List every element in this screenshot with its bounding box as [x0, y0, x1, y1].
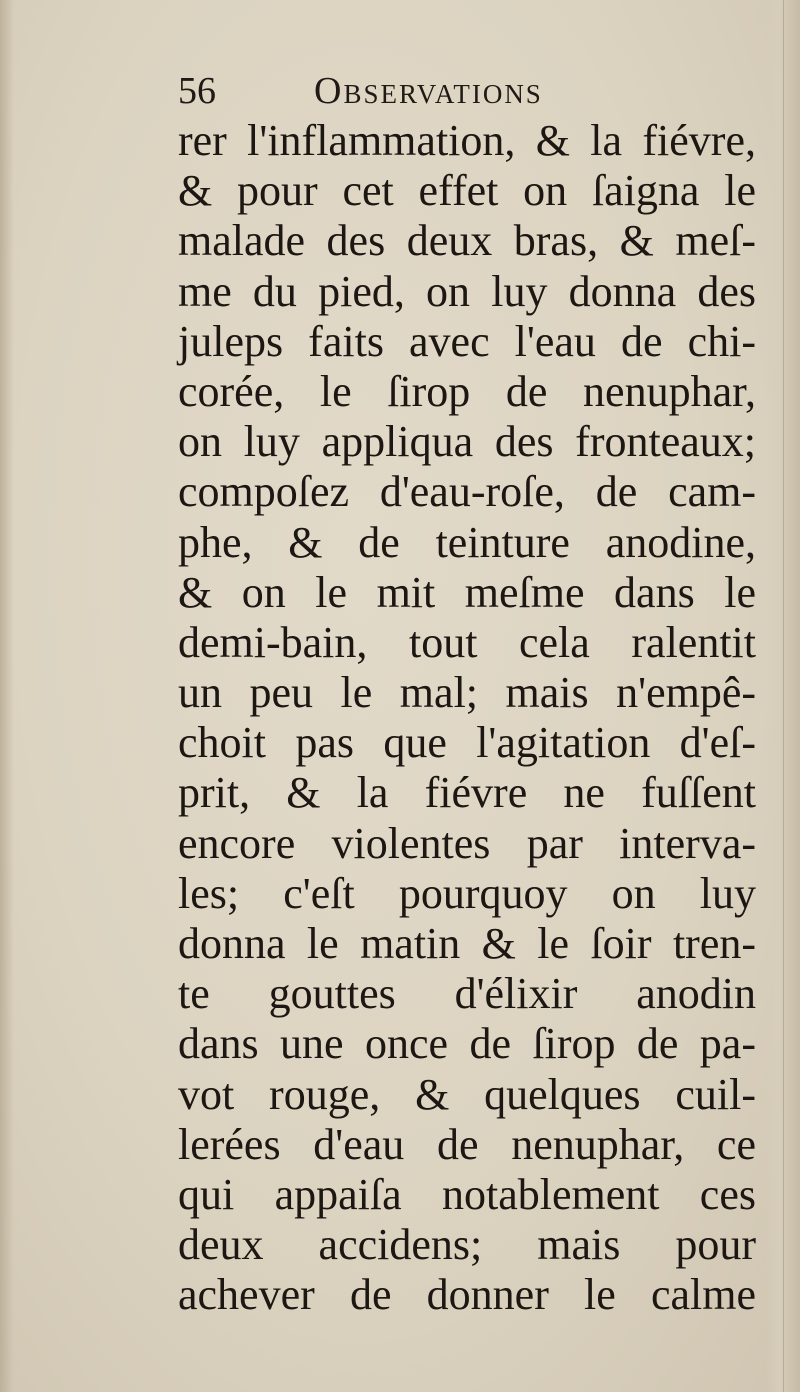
- text-line: donna le matin & le ſoir tren-: [178, 919, 756, 968]
- text-line: lerées d'eau de nenuphar, ce: [178, 1119, 756, 1169]
- text-line: me du pied, on luy donna des: [178, 266, 756, 316]
- text-line: juleps faits avec l'eau de chi-: [178, 316, 756, 366]
- text-line: vot rouge, & quelques cuil-: [178, 1069, 756, 1119]
- text-line: rer l'inflammation, & la fiévre,: [178, 116, 756, 165]
- text-line: deux accidens; mais pour: [178, 1220, 756, 1270]
- text-line: dans une once de ſirop de pa-: [178, 1019, 756, 1069]
- page-number: 56: [178, 70, 216, 112]
- text-line: demi-bain, tout cela ralentit: [178, 617, 756, 667]
- body-text: [178, 116, 758, 1321]
- page-header: [176, 60, 636, 124]
- text-line: & pour cet effet on ſaigna le: [178, 166, 756, 216]
- text-line: corée, le ſirop de nenuphar,: [178, 366, 756, 416]
- page-left-shadow: [0, 0, 14, 1392]
- text-line: te gouttes d'élixir anodin: [178, 969, 756, 1019]
- text-line: compoſez d'eau-roſe, de cam-: [178, 467, 756, 517]
- text-line: prit, & la fiévre ne fuſſent: [178, 768, 756, 818]
- page-fold-line: [783, 0, 784, 1392]
- text-line: encore violentes par interva-: [178, 818, 756, 868]
- text-line: malade des deux bras, & meſ-: [178, 216, 756, 266]
- text-line: choit pas que l'agitation d'eſ-: [178, 718, 756, 768]
- running-title: Observations: [314, 70, 543, 112]
- text-line: les; c'eſt pourquoy on luy: [178, 868, 756, 918]
- text-line: & on le mit meſme dans le: [178, 567, 756, 617]
- text-line: qui appaiſa notablement ces: [178, 1169, 756, 1219]
- text-line: phe, & de teinture anodine,: [178, 517, 756, 567]
- text-line: on luy appliqua des fronteaux;: [178, 417, 756, 467]
- text-line: achever de donner le calme: [178, 1270, 756, 1320]
- text-line: un peu le mal; mais n'empê-: [178, 668, 756, 718]
